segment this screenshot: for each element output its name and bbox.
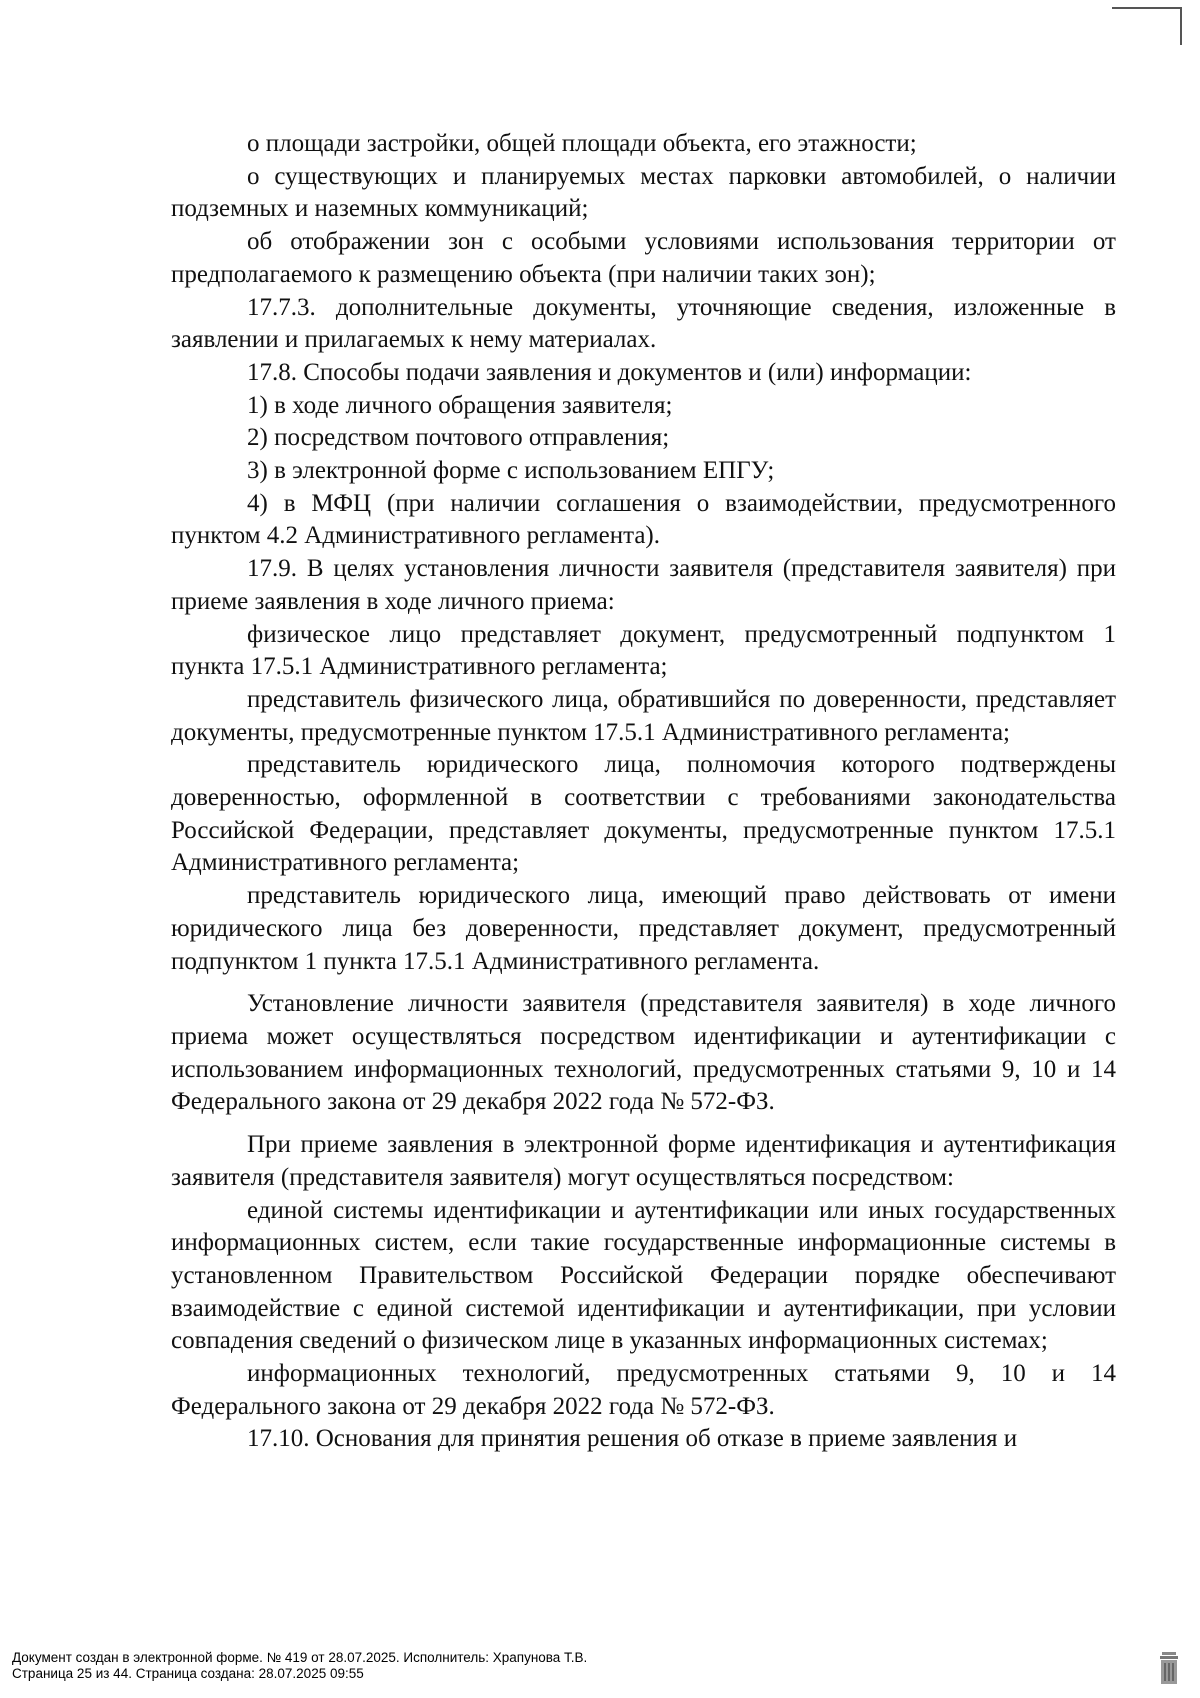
paragraph: 17.8. Способы подачи заявления и документов и (или) информации: xyxy=(247,358,972,386)
paragraph: информационных технологий, предусмотренных статьями 9, 10 и 14 Федерального закона от 29 декабря 2022 года № 572-ФЗ. xyxy=(171,1360,1116,1420)
list-item: 1) в ходе личного обращения заявителя; xyxy=(247,391,673,419)
scan-corner-mark xyxy=(1112,7,1182,9)
paragraph: Установление личности заявителя (представителя заявителя) в ходе личного приема может осуществляться посредством идентификации и аутентификации с использованием информационных технологий, предусмотренных статьями 9, 10 и 14 Федерального закона от 29 декабря 2022 года № 572-ФЗ. xyxy=(171,990,1116,1116)
paragraph: о существующих и планируемых местах парковки автомобилей, о наличии подземных и наземных коммуникаций; xyxy=(171,162,1116,223)
paragraph: 17.9. В целях установления личности заявителя (представителя заявителя) при приеме заявления в ходе личного приема: xyxy=(171,555,1116,615)
list-item: 4) в МФЦ (при наличии соглашения о взаимодействии, предусмотренного пунктом 4.2 Административного регламента). xyxy=(171,489,1116,550)
scan-corner-mark-vertical xyxy=(1180,7,1182,45)
paragraph: единой системы идентификации и аутентификации или иных государственных информационных систем, если такие государственные информационные системы в установленном Правительством Российской Федерации порядке обеспечивают взаимодействие с единой системой идентификации и аутентификации, при условии совпадения сведений о физическом лице в указанных информационных системах; xyxy=(171,1196,1116,1355)
paragraph: 17.7.3. дополнительные документы, уточняющие сведения, изложенные в заявлении и прилагаемых к нему материалах. xyxy=(171,293,1116,354)
list-item: 2) посредством почтового отправления; xyxy=(247,424,670,452)
footer-document-info: Документ создан в электронной форме. № 419 от 28.07.2025. Исполнитель: Храпунова Т.В. xyxy=(12,1650,588,1665)
trash-icon xyxy=(1158,1650,1180,1686)
document-footer xyxy=(12,1650,1142,1682)
paragraph: представитель физического лица, обратившийся по доверенности, представляет документы, предусмотренные пунктом 17.5.1 Административного регламента; xyxy=(171,685,1116,746)
paragraph: представитель юридического лица, имеющий право действовать от имени юридического лица без доверенности, представляет документ, предусмотренный подпунктом 1 пункта 17.5.1 Административного регламента. xyxy=(171,882,1116,975)
paragraph: 17.10. Основания для принятия решения об отказе в приеме заявления и xyxy=(247,1425,1018,1453)
document-body xyxy=(171,128,1116,1456)
paragraph: представитель юридического лица, полномочия которого подтверждены доверенностью, оформленной в соответствии с требованиями законодательства Российской Федерации, представляет документы, предусмотренные пунктом 17.5.1 Административного регламента; xyxy=(171,751,1116,877)
paragraph: об отображении зон с особыми условиями использования территории от предполагаемого к размещению объекта (при наличии таких зон); xyxy=(171,228,1116,288)
paragraph: физическое лицо представляет документ, предусмотренный подпунктом 1 пункта 17.5.1 Административного регламента; xyxy=(171,620,1116,681)
list-item: 3) в электронной форме с использованием ЕПГУ; xyxy=(247,457,775,485)
paragraph: При приеме заявления в электронной форме идентификация и аутентификация заявителя (представителя заявителя) могут осуществляться посредством: xyxy=(171,1131,1116,1191)
paragraph: о площади застройки, общей площади объекта, его этажности; xyxy=(247,130,917,157)
footer-page-info: Страница 25 из 44. Страница создана: 28.07.2025 09:55 xyxy=(12,1666,364,1681)
